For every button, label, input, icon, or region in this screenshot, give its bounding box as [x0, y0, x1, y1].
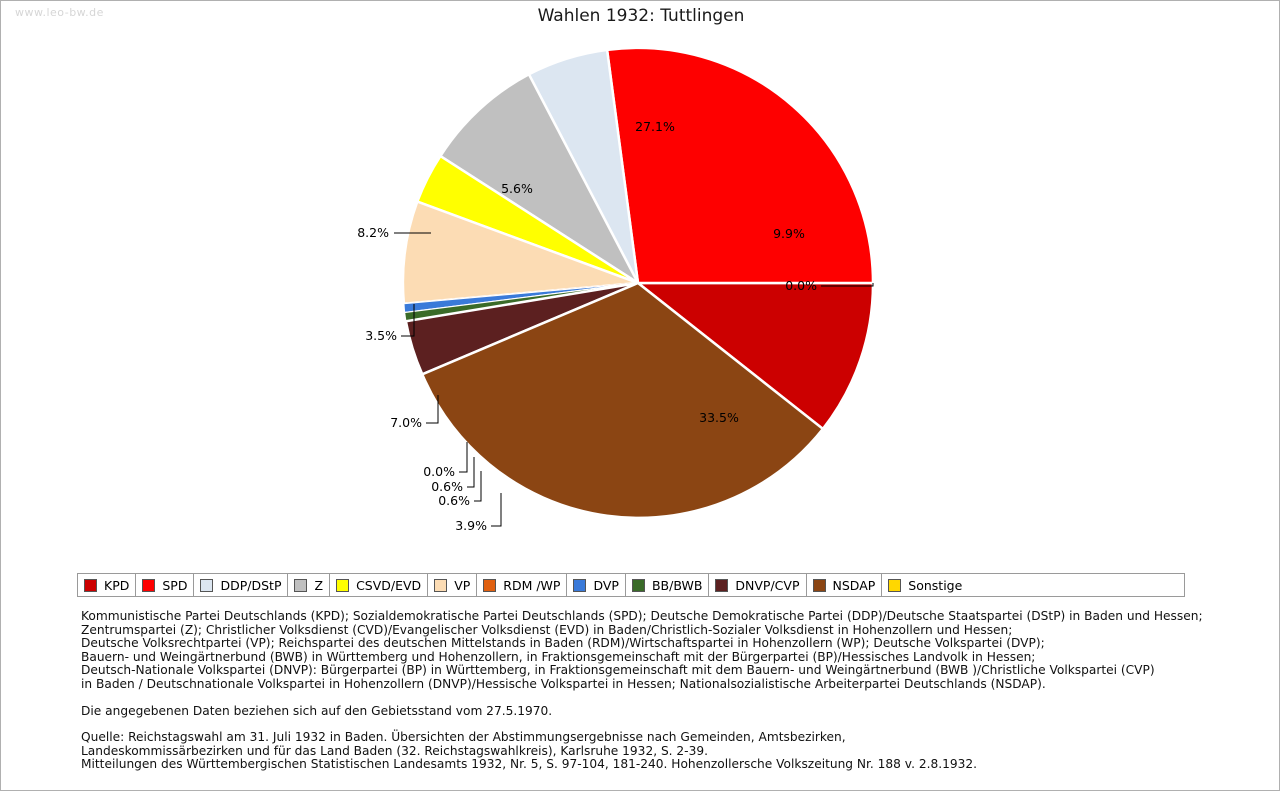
legend-label-nsdap: NSDAP [832, 577, 876, 593]
footnote-line: Bauern- und Weingärtnerbund (BWB) in Württemberg und Hohenzollern, in Fraktionsgemeinschaft mit der Bürgerpartei (BP)/Hessisches Landvolk in Hessen; [81, 649, 1036, 664]
legend-item-nsdap[interactable] [807, 574, 883, 596]
legend-swatch-rdm [483, 579, 496, 592]
pie-label-vp: 7.0% [390, 415, 422, 430]
legend-swatch-spd [142, 579, 155, 592]
legend-label-rdm: RDM /WP [503, 577, 561, 593]
legend-swatch-ddp [200, 579, 213, 592]
legend-label-spd: SPD [162, 577, 188, 593]
legend-item-kpd[interactable] [78, 574, 136, 596]
pie-label-csvd: 3.5% [365, 328, 397, 343]
legend-item-dnvp[interactable] [709, 574, 806, 596]
pie-label-sonstige: 0.0% [785, 278, 817, 293]
legend-label-vp: VP [454, 577, 471, 593]
legend-item-dvp[interactable] [567, 574, 626, 596]
legend-label-sonstige: Sonstige [908, 577, 963, 593]
page-title: Wahlen 1932: Tuttlingen [537, 6, 745, 26]
legend-swatch-bb [632, 579, 645, 592]
legend-label-ddp: DDP/DStP [220, 577, 282, 593]
legend-label-csvd: CSVD/EVD [356, 577, 422, 593]
footnote-line: Quelle: Reichstagswahl am 31. Juli 1932 in Baden. Übersichten der Abstimmungsergebnisse nach Gemeinden, Amtsbezirken, [81, 730, 846, 745]
legend-swatch-dnvp [715, 579, 728, 592]
footnote-line: Mitteilungen des Württembergischen Statistischen Landesamts 1932, Nr. 5, S. 97-104, 181-240. Hohenzollersche Volkszeitung Nr. 188 v. 2.8.1932. [81, 757, 977, 772]
pie-label-bb: 0.6% [438, 493, 470, 508]
footnotes [81, 610, 1231, 785]
footnote-line: Deutsche Volksrechtpartei (VP); Reichspartei des deutschen Mittelstands in Baden (RDM)/Wirtschaftspartei in Hohenzollern (WP); Deutsche Volkspartei (DVP); [81, 636, 1045, 651]
legend-swatch-sonstige [888, 579, 901, 592]
legend-swatch-vp [434, 579, 447, 592]
legend-item-bb[interactable] [626, 574, 709, 596]
footnote-line: in Baden / Deutschnationale Volkspartei in Hohenzollern (DNVP)/Hessische Volkspartei in Hessen; Nationalsozialistische Arbeiterpartei Deutschlands (NSDAP). [81, 676, 1046, 691]
footnote-line: Die angegebenen Daten beziehen sich auf den Gebietsstand vom 27.5.1970. [81, 703, 553, 718]
footnote-line: Deutsch-Nationale Volkspartei (DNVP): Bürgerpartei (BP) in Württemberg, in Fraktionsgemeinschaft mit dem Bauern- und Weingärtnerbund (BWB )/Christliche Volkspartei (CVP) [81, 663, 1155, 678]
legend-label-kpd: KPD [104, 577, 130, 593]
legend-item-rdm[interactable] [477, 574, 567, 596]
footnote-territory [81, 705, 1231, 719]
legend-swatch-kpd [84, 579, 97, 592]
pie-label-rdm: 0.0% [423, 464, 455, 479]
legend-item-vp[interactable] [428, 574, 477, 596]
watermark: www.leo-bw.de [15, 6, 104, 19]
pie-label-dvp: 0.6% [431, 479, 463, 494]
pie-label-nsdap: 33.5% [699, 410, 739, 425]
legend-label-dvp: DVP [593, 577, 619, 593]
pie-chart-svg [1, 31, 1280, 561]
legend-label-bb: BB/BWB [651, 577, 703, 593]
pie-chart-area [1, 31, 1280, 561]
footnote-source [81, 731, 1231, 772]
legend-item-spd[interactable] [136, 574, 194, 596]
chart-legend [77, 573, 1185, 597]
legend-swatch-z [294, 579, 307, 592]
legend-label-z: Z [314, 577, 324, 593]
legend-swatch-dvp [573, 579, 586, 592]
legend-item-sonstige[interactable] [882, 574, 968, 596]
pie-label-kpd: 9.9% [773, 226, 805, 241]
pie-label-z: 8.2% [357, 225, 389, 240]
footnote-line: Landeskommissärbezirken und für das Land Baden (32. Reichstagswahlkreis), Karlsruhe 1932, S. 2-39. [81, 743, 708, 758]
legend-swatch-csvd [336, 579, 349, 592]
legend-swatch-nsdap [813, 579, 826, 592]
pie-label-dnvp: 3.9% [455, 518, 487, 533]
pie-slice-spd[interactable] [607, 48, 873, 283]
legend-item-csvd[interactable] [330, 574, 428, 596]
legend-item-ddp[interactable] [194, 574, 288, 596]
pie-label-ddp: 5.6% [501, 181, 533, 196]
pie-label-spd: 27.1% [635, 119, 675, 134]
footnote-line: Zentrumspartei (Z); Christlicher Volksdienst (CVD)/Evangelischer Volksdienst (EVD) in Baden/Christlich-Sozialer Volksdienst in Hohenzollern und Hessen; [81, 622, 1013, 637]
legend-item-z[interactable] [288, 574, 330, 596]
footnote-line: Kommunistische Partei Deutschlands (KPD); Sozialdemokratische Partei Deutschlands (SPD); Deutsche Demokratische Partei (DDP)/Deutsche Staatspartei (DStP) in Baden und Hessen; [81, 609, 1203, 623]
footnote-parties [81, 610, 1231, 692]
legend-label-dnvp: DNVP/CVP [735, 577, 800, 593]
